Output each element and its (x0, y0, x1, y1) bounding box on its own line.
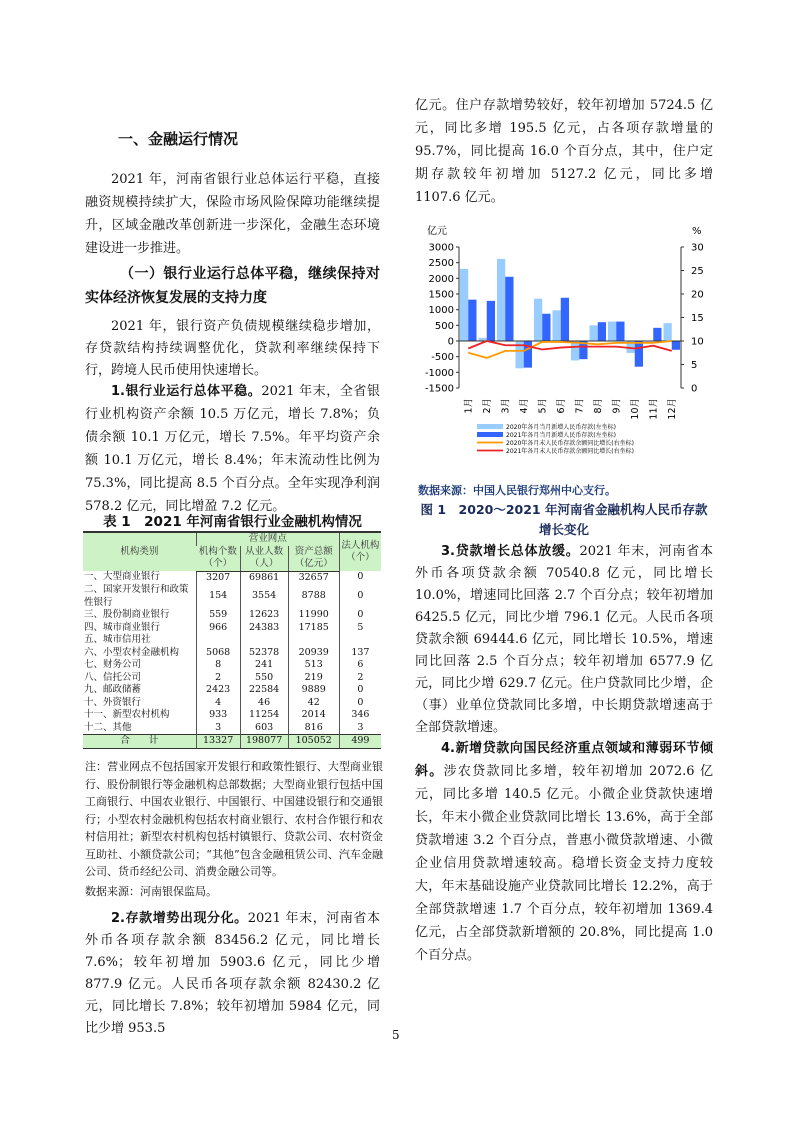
legend-label: 2020年各月末人民币存款余额同比增长(右坐标) (506, 440, 634, 447)
cell-value: 69861 (240, 571, 288, 584)
cell-value: 24383 (240, 622, 288, 635)
bar-2020 (664, 323, 672, 341)
cell-value: 20939 (288, 647, 339, 660)
table-row (83, 647, 381, 660)
table-row (83, 584, 381, 609)
cell-value: 513 (288, 659, 339, 672)
left-tick-label: -1000 (424, 367, 454, 379)
left-tick-label: 2000 (428, 273, 454, 285)
cell-value: 2 (339, 672, 381, 685)
table-source: 数据来源：河南银保监局。 (85, 884, 217, 898)
month-label: 1月 (463, 398, 475, 414)
cell-value: 346 (339, 709, 381, 722)
cell-category: 五、城市信用社 (84, 634, 151, 645)
paragraph-new-loans (415, 737, 713, 967)
cell-category: 四、城市商业银行 (84, 621, 161, 633)
right-tick-label: 0 (691, 383, 698, 395)
left-tick-label: -500 (431, 352, 454, 364)
cell-value: 3554 (240, 584, 288, 609)
table-row (83, 684, 381, 697)
cell-value: 13327 (196, 735, 240, 749)
bar-2021 (653, 328, 661, 341)
bar-2020 (497, 259, 505, 341)
table-row (83, 709, 381, 722)
header-group: 营业网点 (196, 532, 339, 546)
month-label: 5月 (537, 398, 549, 414)
table-row (83, 659, 381, 672)
cell-value (339, 634, 381, 647)
bar-2021 (505, 277, 513, 341)
right-tick-label: 10 (691, 336, 704, 348)
month-label: 11月 (648, 398, 660, 420)
cell-category: 二、国家开发银行和政策性银行 (84, 584, 189, 608)
header-staff: 从业人数（人） (240, 546, 288, 572)
section-heading: 一、金融运行情况 (118, 130, 239, 148)
cell-value: 219 (288, 672, 339, 685)
cell-category: 八、信托公司 (84, 671, 142, 683)
paragraph-lead: 3.贷款增长总体放缓。 (441, 544, 580, 559)
month-label: 4月 (518, 398, 530, 414)
right-axis-unit: % (692, 226, 702, 237)
bar-2021 (487, 301, 495, 341)
cell-value: 3207 (196, 571, 240, 584)
cell-value: 2 (196, 672, 240, 685)
left-tick-label: 1000 (428, 305, 454, 317)
cell-value: 499 (339, 735, 381, 749)
bar-2021 (468, 300, 476, 341)
subheading: （一）银行业运行总体平稳，继续保持对实体经济恢复发展的支持力度 (85, 266, 380, 306)
header-legal: 法人机构（个） (339, 532, 381, 571)
bar-2020 (534, 299, 542, 341)
month-label: 2月 (481, 398, 493, 414)
bar-2021 (542, 314, 550, 341)
bar-2020 (460, 269, 468, 341)
left-tick-label: 0 (447, 336, 454, 348)
paragraph-banking (85, 380, 380, 518)
table-row (83, 609, 381, 622)
cell-value: 0 (339, 571, 381, 584)
month-label: 6月 (555, 398, 567, 414)
right-tick-label: 20 (691, 289, 704, 301)
cell-value: 11990 (288, 609, 339, 622)
page-number: 5 (392, 1028, 400, 1042)
left-axis-unit: 亿元 (427, 226, 447, 237)
paragraph-lead: 2.存款增势出现分化。 (111, 911, 248, 926)
month-label: 3月 (500, 398, 512, 414)
bar-2021 (635, 341, 643, 367)
institutions-table (83, 531, 381, 749)
cell-value: 0 (339, 584, 381, 609)
legend-label: 2020年各月当月新增人民币存款(左坐标) (506, 424, 616, 431)
cell-value: 12623 (240, 609, 288, 622)
bar-2021 (598, 322, 606, 341)
table-title: 表 1 2021 年河南省银行业金融机构情况 (103, 514, 362, 530)
bar-2021 (672, 341, 680, 350)
cell-value: 8 (196, 659, 240, 672)
cell-value: 966 (196, 622, 240, 635)
paragraph-text: 2021 年末，全省银行业机构资产余额 10.5 万亿元，增长 7.8%；负债余额 10.1 万亿元，增长 7.5%。年平均资产余额 10.1 万亿元，增长 8.4%；年末流动性比例为 75.3%，同比提高 8.5 个百分点。全年实现净利润 578.2 亿元，同比增盈 7.2 亿元。 (85, 384, 381, 514)
header-assets: 资产总额（亿元） (288, 546, 339, 572)
cell-value: 603 (240, 722, 288, 735)
right-tick-label: 25 (691, 266, 704, 277)
cell-value: 550 (240, 672, 288, 685)
cell-value: 0 (339, 697, 381, 710)
table-row (83, 622, 381, 635)
left-tick-label: 500 (434, 320, 454, 332)
bar-2021 (561, 298, 569, 341)
cell-category: 七、财务公司 (84, 659, 142, 670)
cell-category: 十一、新型农村机构 (84, 709, 170, 720)
paragraph-lead: 4.新增贷款向国民经济重点领域和薄弱环节倾斜。 (415, 741, 713, 779)
overview-text: 2021 年，银行资产负债规模继续稳步增加，存贷款结构持续调整优化，贷款利率继续保持下行，跨境人民币使用快速增长。 (85, 319, 380, 378)
intro-paragraph (85, 168, 380, 260)
month-label: 12月 (666, 398, 678, 420)
cell-category: 一、大型商业银行 (84, 571, 161, 583)
cell-category: 十二、其他 (84, 721, 132, 733)
intro-text: 2021 年，河南省银行业总体运行平稳，直接融资规模持续扩大，保险市场风险保障功能继续提升，区域金融改革创新进一步深化，金融生态环境建设进一步推进。 (85, 172, 380, 256)
cell-value: 3 (339, 722, 381, 735)
header-category: 机构类别 (83, 532, 196, 571)
cell-value: 105052 (288, 735, 339, 749)
legend-label: 2021年各月当月新增人民币存款(左坐标) (506, 432, 616, 439)
table-row (83, 697, 381, 710)
cell-value: 2014 (288, 709, 339, 722)
figure-caption: 图 1 2020～2021 年河南省金融机构人民币存款增长变化 (420, 502, 708, 537)
cell-value: 3 (196, 722, 240, 735)
cell-value: 9889 (288, 684, 339, 697)
cell-value: 0 (339, 609, 381, 622)
legend-swatch (477, 424, 503, 429)
paragraph-text: 亿元。住户存款增势较好，较年初增加 5724.5 亿元，同比多增 195.5 亿元，占各项存款增量的 95.7%，同比提高 16.0 个百分点，其中，住户定期存款较年初增加 5127.2 亿元，同比多增 1107.6 亿元。 (415, 98, 713, 205)
right-tick-label: 15 (691, 313, 704, 324)
bar-2020 (590, 325, 598, 341)
cell-value: 5 (339, 622, 381, 635)
table-note: 注：营业网点不包括国家开发银行和政策性银行、大型商业银行、股份制银行等金融机构总部数据；大型商业银行包括中国工商银行、中国农业银行、中国银行、中国建设银行和交通银行；小型农村金融机构包括农村商业银行、农村合作银行和农村信用社；新型农村机构包括村镇银行、贷款公司、农村资金互助社、小额贷款公司；“其他”包含金融租赁公司、汽车金融公司、货币经纪公司、消费金融公司等。 (85, 760, 383, 878)
cell-value: 933 (196, 709, 240, 722)
cell-value: 4 (196, 697, 240, 710)
cell-category: 六、小型农村金融机构 (84, 646, 180, 658)
cell-value: 52378 (240, 647, 288, 660)
left-tick-label: 3000 (428, 242, 454, 254)
cell-value: 17185 (288, 622, 339, 635)
bar-2020 (571, 341, 579, 360)
header-count: 机构个数（个） (196, 546, 240, 572)
paragraph-loans (415, 541, 713, 739)
month-label: 8月 (592, 398, 604, 414)
month-label: 9月 (611, 398, 623, 414)
cell-value (288, 634, 339, 647)
cell-value: 22584 (240, 684, 288, 697)
cell-value: 42 (288, 697, 339, 710)
cell-value: 5068 (196, 647, 240, 660)
table-note-block (85, 758, 383, 900)
table-row (83, 634, 381, 647)
bar-2021 (616, 322, 624, 341)
paragraph-deposits (85, 908, 380, 1040)
table-row (83, 571, 381, 584)
paragraph-text: 2021 年末，河南省本外币各项贷款余额 70540.8 亿元，同比增长 10.0%，增速同比回落 2.7 个百分点；较年初增加 6425.5 亿元，同比少增 796.1 亿元。人民币各项贷款余额 69444.6 亿元，同比增长 10.5%，增速同比回落 2.5 个百分点；较年初增加 6577.9 亿元，同比少增 629.7 亿元。住户贷款同比少增，企（事）业单位贷款同比多增，中长期贷款增速高于全部贷款增速。 (415, 544, 714, 735)
cell-value: 2423 (196, 684, 240, 697)
cell-value: 154 (196, 584, 240, 609)
right-tick-label: 30 (691, 242, 704, 254)
right-tick-label: 5 (691, 360, 698, 371)
table-row (83, 722, 381, 735)
deposit-chart (415, 220, 715, 482)
left-tick-label: -1500 (424, 383, 454, 395)
cell-value: 241 (240, 659, 288, 672)
cell-value: 816 (288, 722, 339, 735)
bar-2020 (553, 310, 561, 341)
cell-value: 0 (339, 684, 381, 697)
cell-value: 11254 (240, 709, 288, 722)
paragraph-lead: 1.银行业运行总体平稳。 (111, 384, 262, 399)
cell-value (196, 634, 240, 647)
cell-value: 46 (240, 697, 288, 710)
cell-category: 合 计 (83, 735, 196, 749)
month-label: 7月 (574, 398, 586, 414)
cell-value (240, 634, 288, 647)
figure-source: 数据来源：中国人民银行郑州中心支行。 (418, 484, 616, 497)
cell-value: 32657 (288, 571, 339, 584)
overview-paragraph (85, 316, 380, 382)
paragraph-deposits-continued (415, 94, 713, 209)
cell-value: 559 (196, 609, 240, 622)
month-label: 10月 (629, 398, 641, 420)
legend-label: 2021年各月末人民币存款余额同比增长(右坐标) (506, 448, 634, 455)
cell-category: 十、外资银行 (84, 696, 142, 708)
left-tick-label: 1500 (428, 289, 454, 301)
legend-swatch (477, 432, 503, 437)
table-total-row (83, 735, 381, 749)
bar-2020 (608, 322, 616, 341)
paragraph-text: 2021 年末，河南省本外币各项存款余额 83456.2 亿元，同比增长 7.6%；较年初增加 5903.6 亿元，同比少增 877.9 亿元。人民币各项存款余额 82430.2 亿元，同比增长 7.8%；较年初增加 5984 亿元，同比少增 953.5 (85, 911, 381, 1036)
cell-category: 三、股份制商业银行 (84, 609, 170, 620)
cell-value: 8788 (288, 584, 339, 609)
cell-category: 九、邮政储蓄 (84, 684, 142, 695)
table-row (83, 672, 381, 685)
paragraph-text: 涉农贷款同比多增，较年初增加 2072.6 亿元，同比多增 140.5 亿元。小微企业贷款快速增长，年末小微企业贷款同比增长 13.6%，高于全部贷款增速 3.2 个百分点，普惠小微贷款增速、小微企业信用贷款增速较高。稳增长资金支持力度较大，年末基础设施产业贷款同比增长 12.2%，高于全部贷款增速 1.7 个百分点，较年初增加 1369.4 亿元，占全部贷款新增额的 20.8%，同比提高 1.0 个百分点。 (415, 764, 713, 963)
cell-value: 6 (339, 659, 381, 672)
cell-value: 137 (339, 647, 381, 660)
left-tick-label: 2500 (428, 258, 454, 270)
cell-value: 198077 (240, 735, 288, 749)
